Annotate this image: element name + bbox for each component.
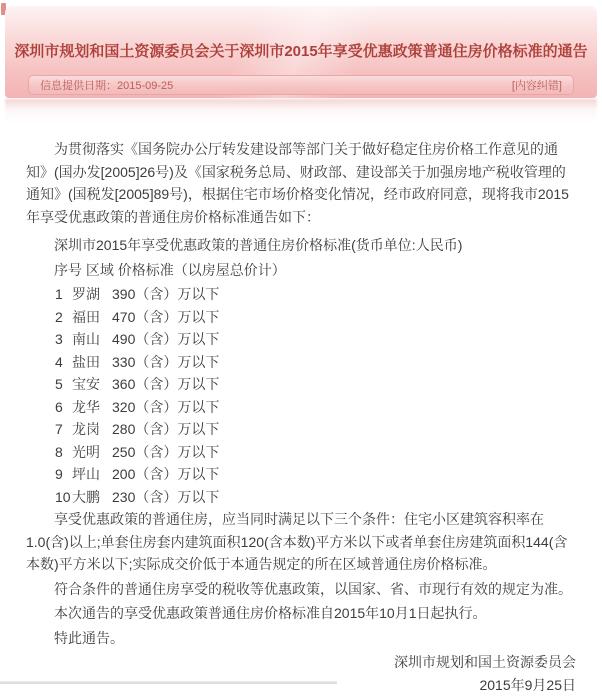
table-row [26,441,576,464]
row-price: 390（含）万以下 [112,286,219,302]
paragraph-tax: 符合条件的普通住房享受的税收等优惠政策，以国家、省、市现行有效的规定为准。 [26,578,576,601]
row-district: 罗湖 [72,283,112,306]
notice-header [5,6,597,98]
table-row [26,418,576,441]
page-title: 深圳市规划和国土资源委员会关于深圳市2015年享受优惠政策普通住房价格标准的通告 [5,6,597,61]
paragraph-intro: 为贯彻落实《国务院办公厅转发建设部等部门关于做好稳定住房价格工作意见的通知》(国办发[2005]26号)及《国家税务总局、财政部、建设部关于加强房地产税收管理的通知》(国税发[2005]89号)，根据住宅市场价格变化情况，经市政府同意，现将我市2015年享受优惠政策的普通住房价格标准通告如下： [26,138,576,228]
row-no: 2 [55,306,72,329]
table-row [26,486,576,509]
row-district: 宝安 [72,373,112,396]
row-district: 龙岗 [72,418,112,441]
table-row [26,351,576,374]
paragraph-closing: 特此通告。 [26,627,576,650]
row-price: 360（含）万以下 [112,376,219,392]
notice-body [0,98,602,684]
row-price: 320（含）万以下 [112,399,219,415]
signature-block [26,651,576,696]
row-price: 230（含）万以下 [112,489,219,505]
table-row [26,306,576,329]
row-district: 福田 [72,306,112,329]
row-price: 250（含）万以下 [112,444,219,460]
row-district: 大鹏 [72,486,112,509]
price-table [26,283,576,508]
table-row [26,396,576,419]
table-row [26,328,576,351]
row-district: 盐田 [72,351,112,374]
columns-header-line: 序号 区域 价格标准（以房屋总价计） [26,259,576,282]
row-no: 5 [55,373,72,396]
table-row [26,463,576,486]
row-price: 280（含）万以下 [112,421,219,437]
row-district: 坪山 [72,463,112,486]
bottom-edge-strip [0,681,337,684]
paragraph-effective: 本次通告的享受优惠政策普通住房价格标准自2015年10月1日起执行。 [26,602,576,625]
row-price: 330（含）万以下 [112,354,219,370]
row-no: 6 [55,396,72,419]
paragraph-conditions: 享受优惠政策的普通住房，应当同时满足以下三个条件：住宅小区建筑容积率在1.0(含)以上;单套住房套内建筑面积120(含本数)平方米以下或者单套住房建筑面积144(含本数)平方米以下;实际成交价低于本通告规定的所在区域普通住房价格标准。 [26,508,576,576]
row-price: 470（含）万以下 [112,309,219,325]
row-price: 490（含）万以下 [112,331,219,347]
table-row [26,283,576,306]
info-bar [28,75,574,95]
row-no: 9 [55,463,72,486]
info-date-label: 信息提供日期：2015-09-25 [40,77,173,93]
row-no: 1 [55,283,72,306]
standard-title-line: 深圳市2015年享受优惠政策的普通住房价格标准(货币单位:人民币) [26,234,576,257]
row-district: 光明 [72,441,112,464]
signature-date: 2015年9月25日 [26,674,576,696]
row-no: 10 [55,486,72,509]
content-correction-link[interactable]: [内容纠错] [512,77,562,93]
row-no: 7 [55,418,72,441]
row-district: 南山 [72,328,112,351]
row-no: 4 [55,351,72,374]
table-row [26,373,576,396]
row-district: 龙华 [72,396,112,419]
row-no: 3 [55,328,72,351]
row-no: 8 [55,441,72,464]
signature-issuer: 深圳市规划和国土资源委员会 [26,651,576,674]
row-price: 200（含）万以下 [112,466,219,482]
